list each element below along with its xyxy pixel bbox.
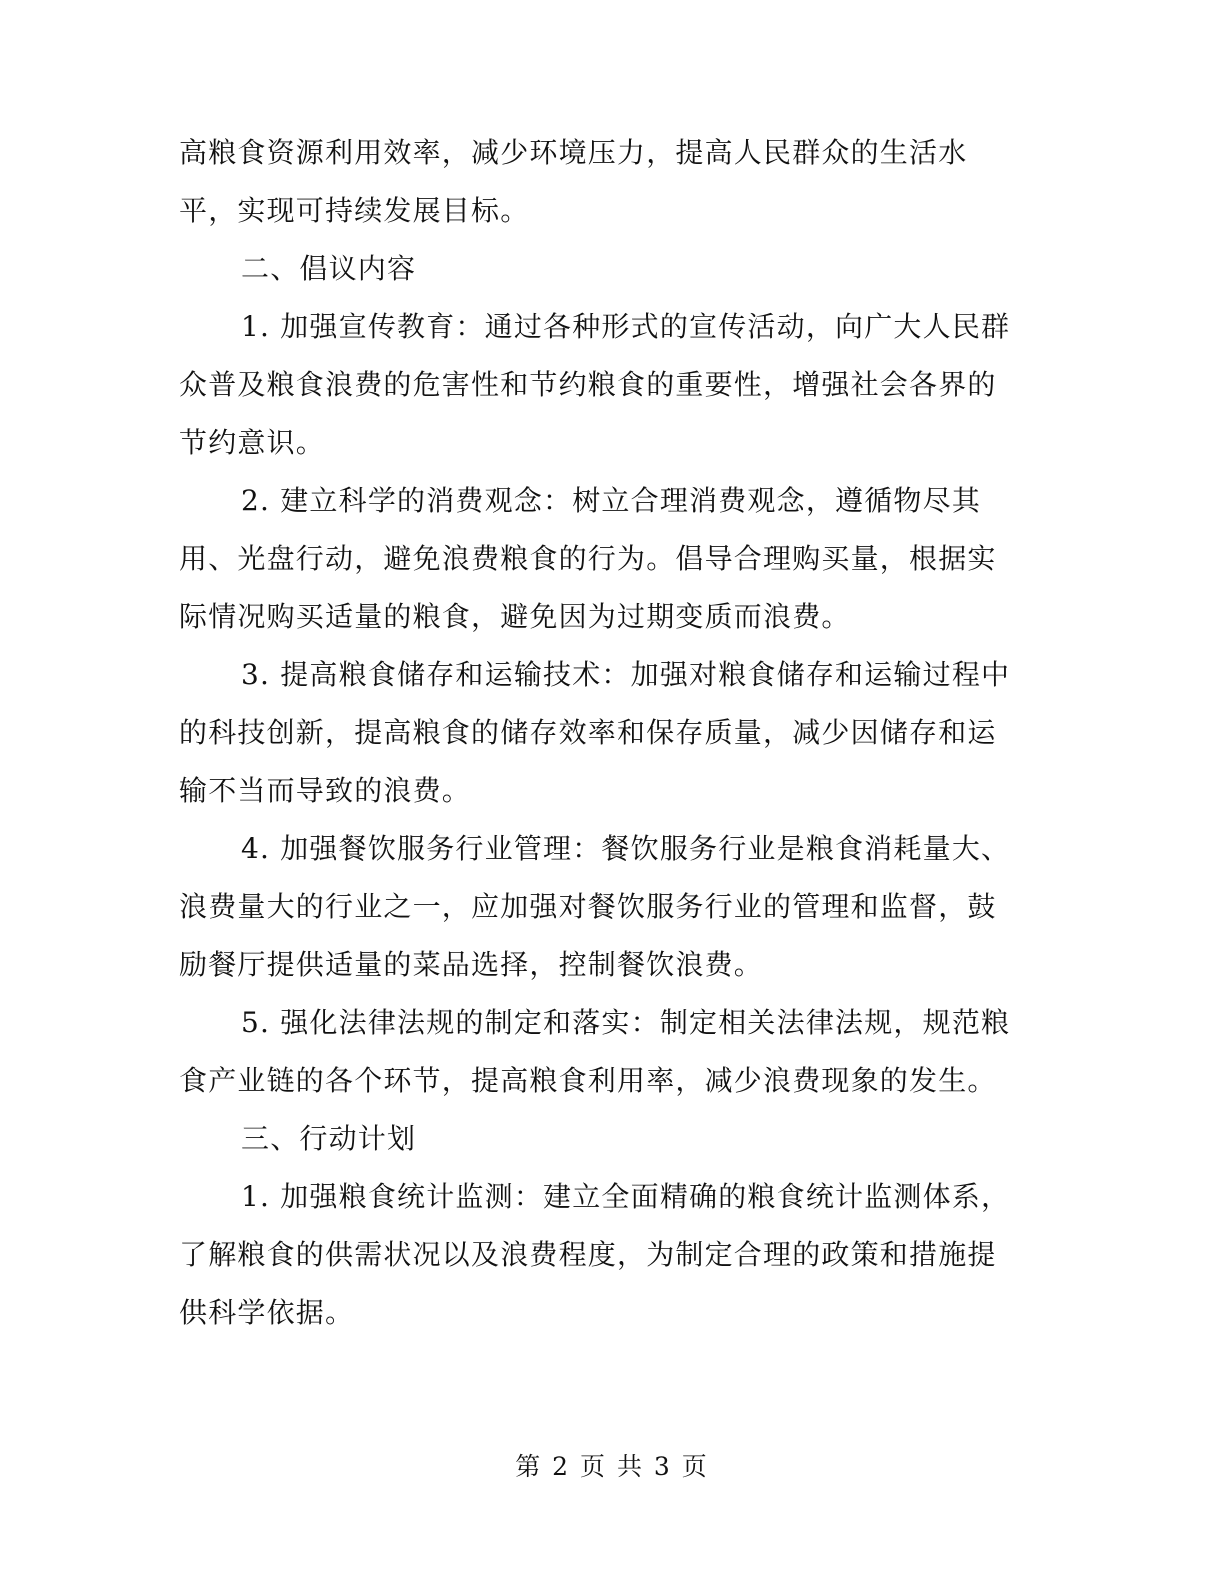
text-line: 了解粮食的供需状况以及浪费程度，为制定合理的政策和措施提 xyxy=(179,1238,997,1271)
text-line: 2. 建立科学的消费观念：树立合理消费观念，遵循物尽其 xyxy=(241,484,982,517)
text-line: 供科学依据。 xyxy=(179,1296,355,1329)
text-line: 1. 加强宣传教育：通过各种形式的宣传活动，向广大人民群 xyxy=(241,310,1011,343)
text-line: 浪费量大的行业之一，应加强对餐饮服务行业的管理和监督，鼓 xyxy=(179,890,997,923)
text-line: 众普及粮食浪费的危害性和节约粮食的重要性，增强社会各界的 xyxy=(179,368,997,401)
text-line: 三、行动计划 xyxy=(241,1122,417,1155)
text-line: 5. 强化法律法规的制定和落实：制定相关法律法规，规范粮 xyxy=(241,1006,1011,1039)
text-line: 3. 提高粮食储存和运输技术：加强对粮食储存和运输过程中 xyxy=(241,658,1011,691)
text-line: 二、倡议内容 xyxy=(241,252,417,285)
text-line: 4. 加强餐饮服务行业管理：餐饮服务行业是粮食消耗量大、 xyxy=(241,832,1011,865)
text-line: 用、光盘行动，避免浪费粮食的行为。倡导合理购买量，根据实 xyxy=(179,542,997,575)
text-line: 节约意识。 xyxy=(179,426,326,459)
text-line: 际情况购买适量的粮食，避免因为过期变质而浪费。 xyxy=(179,600,851,633)
text-line: 高粮食资源利用效率，减少环境压力，提高人民群众的生活水 xyxy=(179,136,968,169)
text-line: 1. 加强粮食统计监测：建立全面精确的粮食统计监测体系， xyxy=(241,1180,1011,1213)
text-line: 的科技创新，提高粮食的储存效率和保存质量，减少因储存和运 xyxy=(179,716,997,749)
text-line: 励餐厅提供适量的菜品选择，控制餐饮浪费。 xyxy=(179,948,764,981)
document-body xyxy=(179,124,1044,1342)
page-number-footer: 第 2 页 共 3 页 xyxy=(515,1452,709,1481)
text-line: 平，实现可持续发展目标。 xyxy=(179,194,530,227)
text-line: 食产业链的各个环节，提高粮食利用率，减少浪费现象的发生。 xyxy=(179,1064,997,1097)
text-line: 输不当而导致的浪费。 xyxy=(179,774,472,807)
